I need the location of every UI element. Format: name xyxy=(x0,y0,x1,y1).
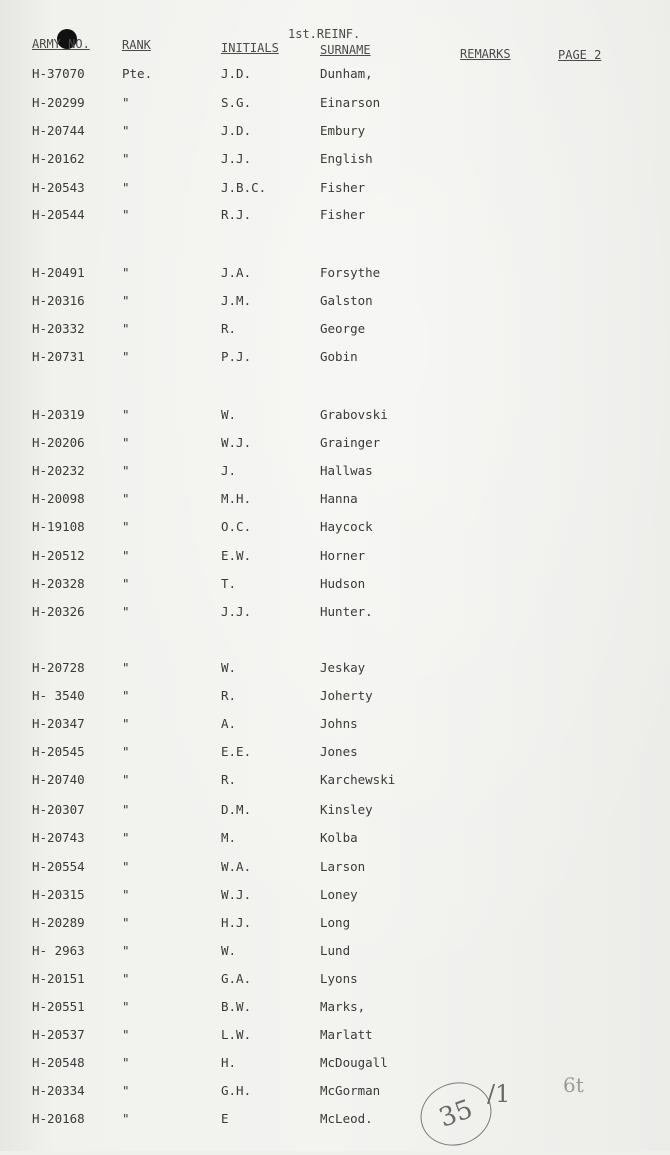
initials: A. xyxy=(221,716,237,731)
list-item xyxy=(0,1111,670,1133)
rank: " xyxy=(122,999,130,1014)
rank: " xyxy=(122,407,130,422)
surname: Haycock xyxy=(320,519,373,534)
rank: " xyxy=(122,971,130,986)
surname: McDougall xyxy=(320,1055,388,1070)
rank: " xyxy=(122,548,130,563)
army-number: H-20307 xyxy=(32,802,85,817)
rank: " xyxy=(122,772,130,787)
surname: Dunham, xyxy=(320,66,373,81)
list-item xyxy=(0,688,670,710)
initials: R. xyxy=(221,772,237,787)
initials: B.W. xyxy=(221,999,252,1014)
rank: " xyxy=(122,151,130,166)
initials: E xyxy=(221,1111,229,1126)
initials: O.C. xyxy=(221,519,252,534)
rank: " xyxy=(122,463,130,478)
army-number: H-20326 xyxy=(32,604,85,619)
army-number: H-20206 xyxy=(32,435,85,450)
list-item xyxy=(0,772,670,794)
list-item xyxy=(0,802,670,824)
army-number: H-20289 xyxy=(32,915,85,930)
surname: Einarson xyxy=(320,95,381,110)
surname: Gobin xyxy=(320,349,358,364)
rank: " xyxy=(122,716,130,731)
rank: " xyxy=(122,349,130,364)
rank: " xyxy=(122,293,130,308)
rank: " xyxy=(122,123,130,138)
reinforcement-heading: 1st.REINF. xyxy=(288,27,361,41)
army-number: H-20098 xyxy=(32,491,85,506)
army-number: H- 3540 xyxy=(32,688,85,703)
initials: J.A. xyxy=(221,265,252,280)
army-number: H-20744 xyxy=(32,123,85,138)
army-number: H-20491 xyxy=(32,265,85,280)
surname: Kolba xyxy=(320,830,358,845)
rank: " xyxy=(122,265,130,280)
surname: Lyons xyxy=(320,971,358,986)
initials: T. xyxy=(221,576,237,591)
list-item xyxy=(0,519,670,541)
rank: " xyxy=(122,1111,130,1126)
army-number: H-20537 xyxy=(32,1027,85,1042)
surname: Horner xyxy=(320,548,366,563)
remarks-header: REMARKS xyxy=(460,47,511,61)
initials: R. xyxy=(221,688,237,703)
surname: George xyxy=(320,321,366,336)
list-item xyxy=(0,463,670,485)
rank: " xyxy=(122,744,130,759)
initials: E.E. xyxy=(221,744,252,759)
list-item xyxy=(0,349,670,371)
rank: " xyxy=(122,95,130,110)
initials: E.W. xyxy=(221,548,252,563)
surname: Jones xyxy=(320,744,358,759)
rank-header: RANK xyxy=(122,38,151,52)
rank: " xyxy=(122,435,130,450)
rank: Pte. xyxy=(122,66,153,81)
army-number: H-20554 xyxy=(32,859,85,874)
surname: Joherty xyxy=(320,688,373,703)
army-number: H-20731 xyxy=(32,349,85,364)
surname-header: SURNAME xyxy=(320,43,371,57)
rank: " xyxy=(122,688,130,703)
rank: " xyxy=(122,207,130,222)
rank: " xyxy=(122,830,130,845)
surname: McLeod. xyxy=(320,1111,373,1126)
initials: L.W. xyxy=(221,1027,252,1042)
surname: Embury xyxy=(320,123,366,138)
initials: W.A. xyxy=(221,859,252,874)
rank: " xyxy=(122,859,130,874)
army-number: H-20548 xyxy=(32,1055,85,1070)
list-item xyxy=(0,180,670,202)
rank: " xyxy=(122,660,130,675)
army-number: H-20347 xyxy=(32,716,85,731)
rank: " xyxy=(122,180,130,195)
list-item xyxy=(0,660,670,682)
list-item xyxy=(0,548,670,570)
army-number: H-20544 xyxy=(32,207,85,222)
list-item xyxy=(0,887,670,909)
initials: G.A. xyxy=(221,971,252,986)
rank: " xyxy=(122,1055,130,1070)
surname: Grainger xyxy=(320,435,381,450)
army-no-header: ARMY NO. xyxy=(32,37,90,51)
list-item xyxy=(0,435,670,457)
rank: " xyxy=(122,943,130,958)
initials: J. xyxy=(221,463,237,478)
list-item xyxy=(0,971,670,993)
list-item xyxy=(0,207,670,229)
initials: J.J. xyxy=(221,151,252,166)
army-number: H-20319 xyxy=(32,407,85,422)
initials: G.H. xyxy=(221,1083,252,1098)
army-number: H- 2963 xyxy=(32,943,85,958)
list-item xyxy=(0,293,670,315)
army-number: H-20551 xyxy=(32,999,85,1014)
list-item xyxy=(0,716,670,738)
surname: Hallwas xyxy=(320,463,373,478)
list-item xyxy=(0,1027,670,1049)
army-number: H-20315 xyxy=(32,887,85,902)
surname: McGorman xyxy=(320,1083,381,1098)
surname: Marlatt xyxy=(320,1027,373,1042)
army-number: H-20512 xyxy=(32,548,85,563)
initials-header: INITIALS xyxy=(221,41,279,55)
initials: S.G. xyxy=(221,95,252,110)
rank: " xyxy=(122,887,130,902)
army-number: H-20740 xyxy=(32,772,85,787)
army-number: H-20728 xyxy=(32,660,85,675)
initials: J.J. xyxy=(221,604,252,619)
surname: Loney xyxy=(320,887,358,902)
rank: " xyxy=(122,519,130,534)
surname: Larson xyxy=(320,859,366,874)
list-item xyxy=(0,744,670,766)
rank: " xyxy=(122,576,130,591)
list-item xyxy=(0,491,670,513)
surname: Jeskay xyxy=(320,660,366,675)
army-number: H-20334 xyxy=(32,1083,85,1098)
initials: W. xyxy=(221,407,237,422)
initials: R. xyxy=(221,321,237,336)
list-item xyxy=(0,95,670,117)
surname: Fisher xyxy=(320,180,366,195)
list-item xyxy=(0,123,670,145)
page-number: PAGE 2 xyxy=(558,48,602,62)
surname: Forsythe xyxy=(320,265,381,280)
initials: D.M. xyxy=(221,802,252,817)
army-number: H-20232 xyxy=(32,463,85,478)
pencil-mark: 6t xyxy=(563,1073,584,1097)
army-number: H-20162 xyxy=(32,151,85,166)
army-number: H-20743 xyxy=(32,830,85,845)
rank: " xyxy=(122,915,130,930)
surname: Hanna xyxy=(320,491,358,506)
rank: " xyxy=(122,802,130,817)
initials: J.D. xyxy=(221,66,252,81)
initials: W. xyxy=(221,660,237,675)
list-item xyxy=(0,321,670,343)
initials: W.J. xyxy=(221,887,252,902)
initials: W.J. xyxy=(221,435,252,450)
list-item xyxy=(0,66,670,88)
initials: P.J. xyxy=(221,349,252,364)
surname: Galston xyxy=(320,293,373,308)
army-number: H-20299 xyxy=(32,95,85,110)
initials: H. xyxy=(221,1055,237,1070)
handwritten-slash-mark: /1 xyxy=(487,1080,511,1108)
list-item xyxy=(0,915,670,937)
army-number: H-37070 xyxy=(32,66,85,81)
army-number: H-20328 xyxy=(32,576,85,591)
rank: " xyxy=(122,491,130,506)
army-number: H-20543 xyxy=(32,180,85,195)
stamp-number: 35 xyxy=(435,1094,477,1134)
initials: R.J. xyxy=(221,207,252,222)
surname: Hudson xyxy=(320,576,366,591)
surname: Karchewski xyxy=(320,772,396,787)
rank: " xyxy=(122,1027,130,1042)
initials: H.J. xyxy=(221,915,252,930)
surname: Grabovski xyxy=(320,407,388,422)
surname: Hunter. xyxy=(320,604,373,619)
list-item xyxy=(0,407,670,429)
army-number: H-20332 xyxy=(32,321,85,336)
list-item xyxy=(0,576,670,598)
surname: Marks, xyxy=(320,999,366,1014)
army-number: H-20151 xyxy=(32,971,85,986)
list-item xyxy=(0,265,670,287)
list-item xyxy=(0,604,670,626)
army-number: H-20545 xyxy=(32,744,85,759)
surname: English xyxy=(320,151,373,166)
rank: " xyxy=(122,321,130,336)
rank: " xyxy=(122,1083,130,1098)
army-number: H-19108 xyxy=(32,519,85,534)
initials: W. xyxy=(221,943,237,958)
list-item xyxy=(0,943,670,965)
list-item xyxy=(0,830,670,852)
initials: M. xyxy=(221,830,237,845)
surname: Lund xyxy=(320,943,351,958)
army-number: H-20168 xyxy=(32,1111,85,1126)
surname: Kinsley xyxy=(320,802,373,817)
initials: J.B.C. xyxy=(221,180,267,195)
list-item xyxy=(0,151,670,173)
surname: Fisher xyxy=(320,207,366,222)
list-item xyxy=(0,859,670,881)
list-item xyxy=(0,999,670,1021)
surname: Long xyxy=(320,915,351,930)
initials: J.D. xyxy=(221,123,252,138)
surname: Johns xyxy=(320,716,358,731)
rank: " xyxy=(122,604,130,619)
initials: J.M. xyxy=(221,293,252,308)
army-number: H-20316 xyxy=(32,293,85,308)
initials: M.H. xyxy=(221,491,252,506)
